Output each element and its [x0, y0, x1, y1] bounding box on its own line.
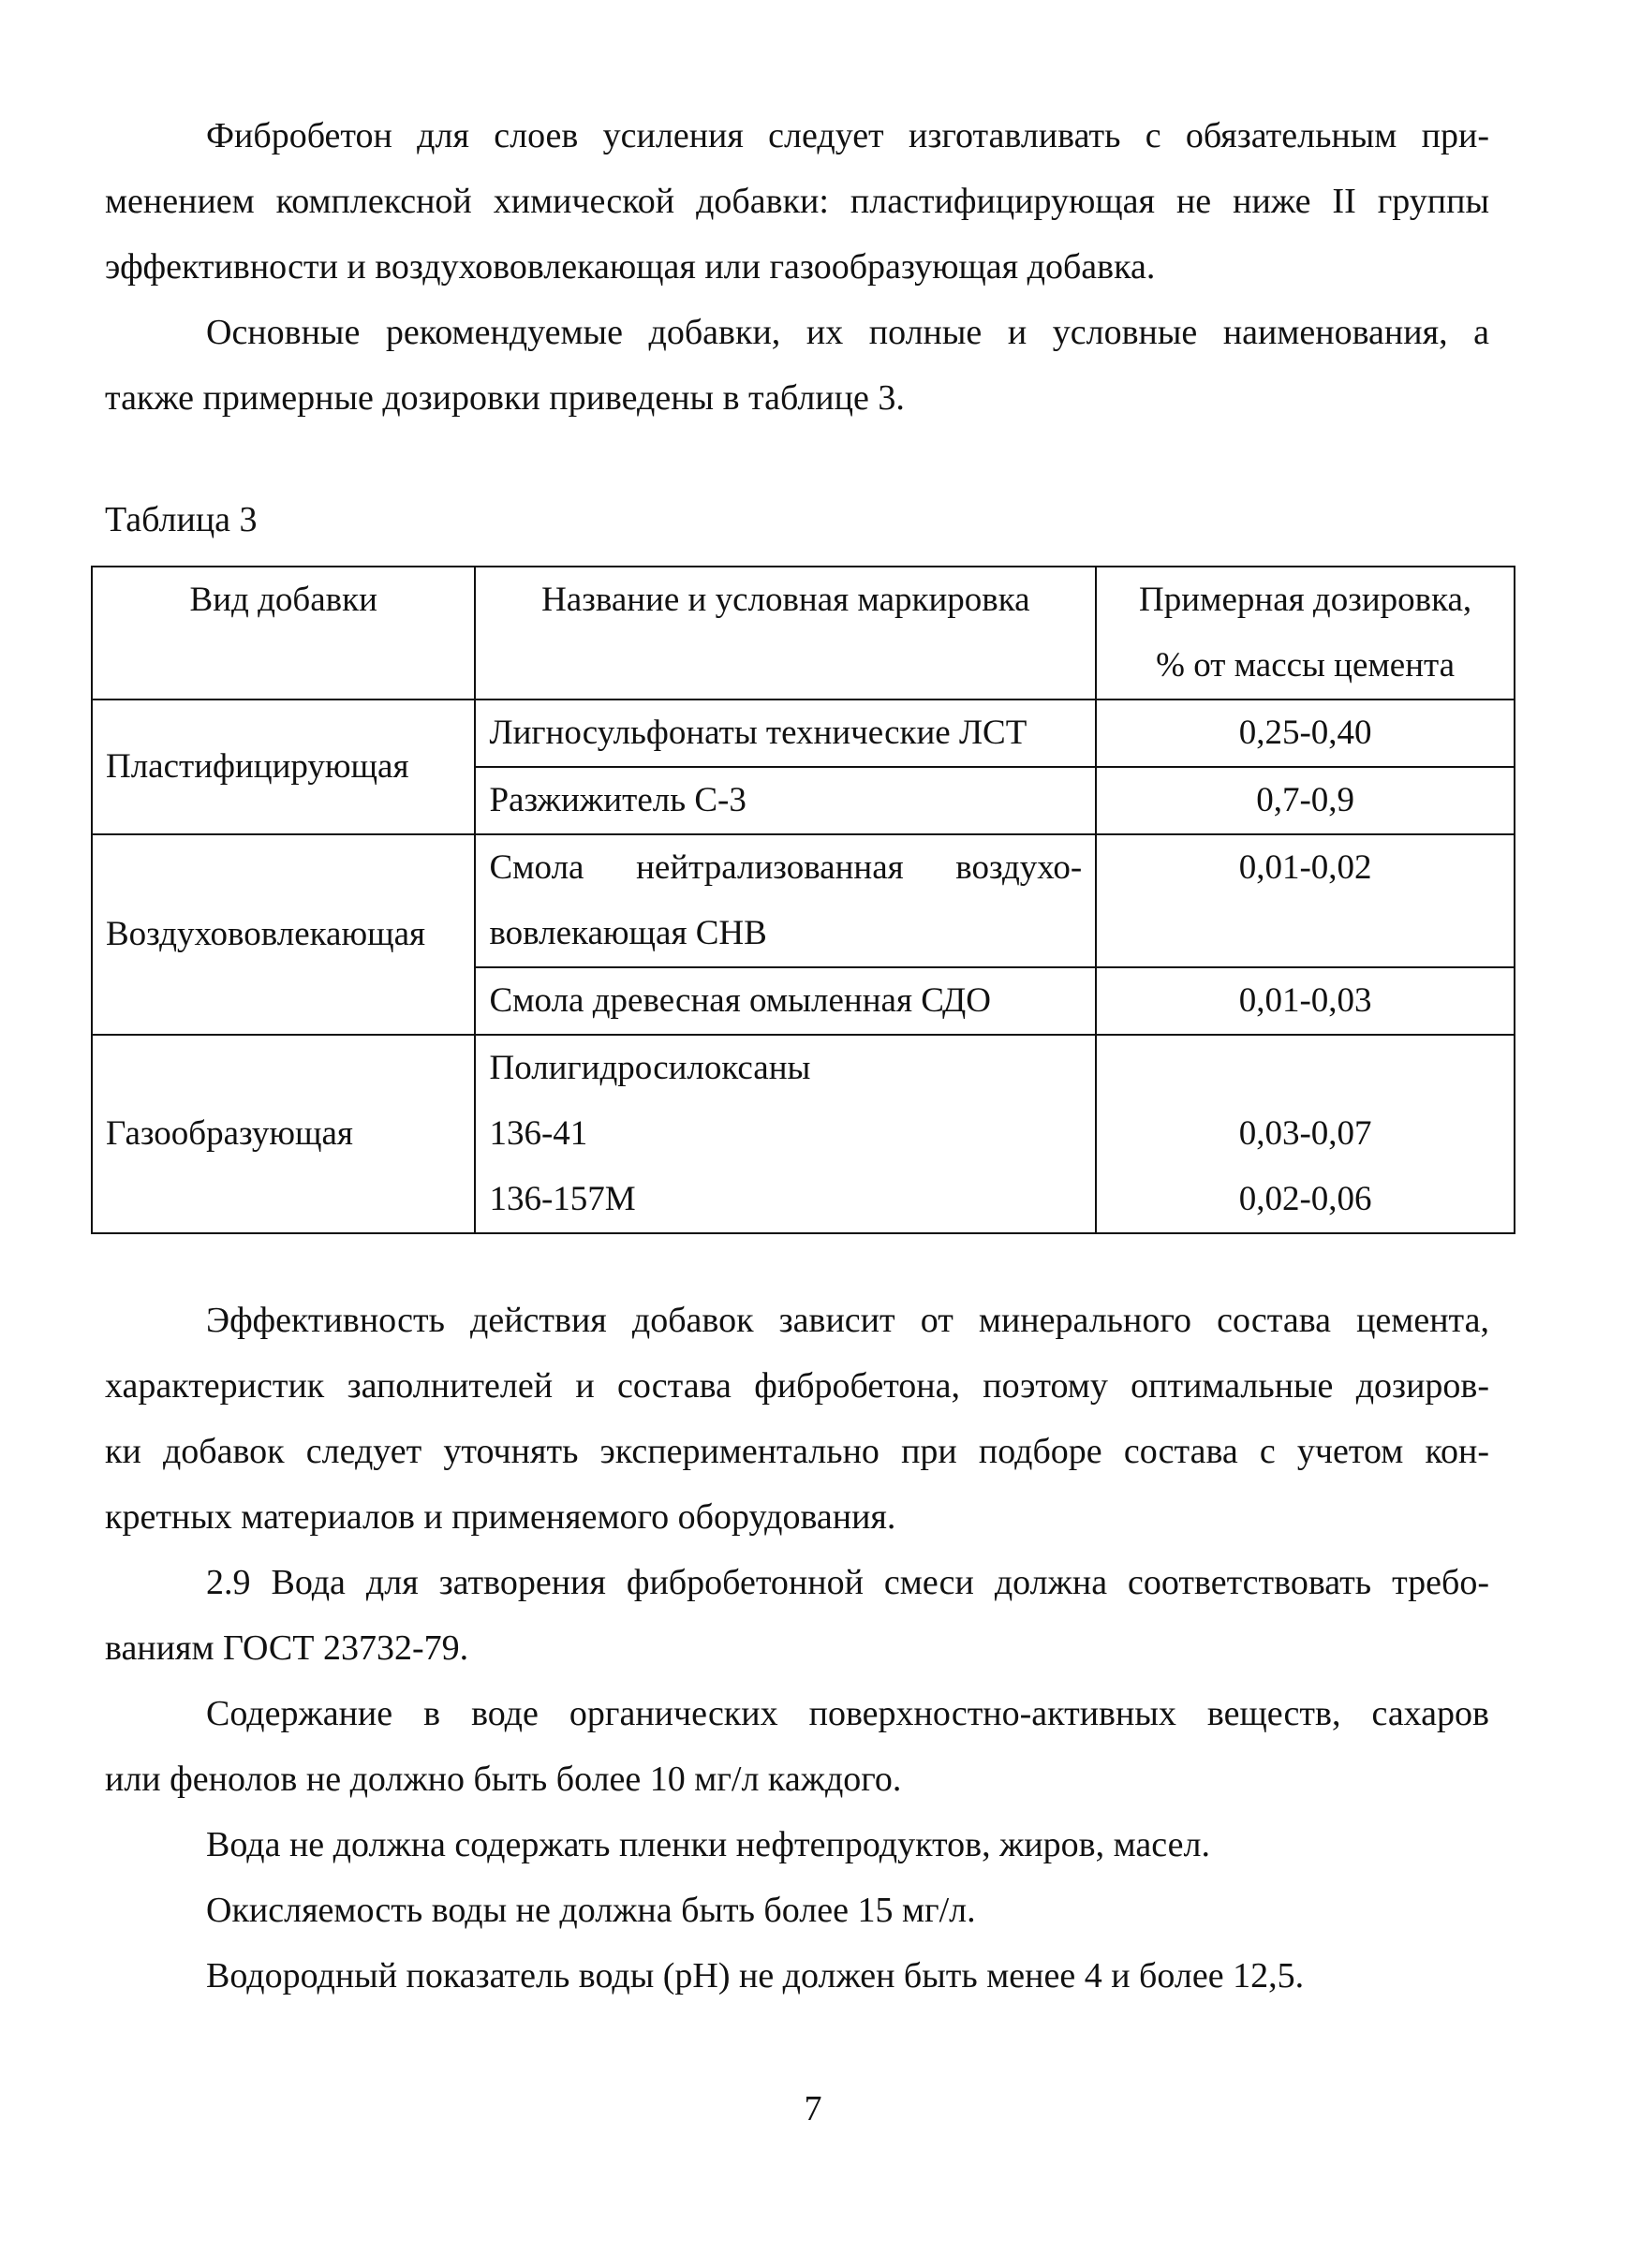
- text-line: Вода не должна содержать пленки нефтепродуктов, жиров, масел.: [206, 1825, 1210, 1864]
- additive-dose: 0,25-0,40: [1096, 700, 1515, 767]
- paragraph-organic-content: [105, 1681, 1489, 1812]
- additive-dose: 0,01-0,02: [1096, 834, 1515, 967]
- additive-name: Смола древесная омыленная СДО: [475, 967, 1096, 1035]
- additive-name-variant: 136-157М: [489, 1180, 636, 1218]
- additive-name-line1: Смола нейтрализованная воздухо-: [489, 848, 1083, 887]
- additive-name-group: Полигидросилоксаны: [489, 1049, 811, 1087]
- page-number: 7: [804, 2089, 822, 2128]
- paragraph-oxidizability: [105, 1878, 1489, 1943]
- paragraph-fiber-concrete-additives: [105, 103, 1489, 300]
- text-line: 2.9 Вода для затворения фибробетонной смеси должна соответствовать требо-: [206, 1563, 1489, 1602]
- additive-dose: [1096, 1035, 1515, 1233]
- additive-name: [475, 1035, 1096, 1233]
- table-row: [92, 1035, 1515, 1233]
- table-caption: Таблица 3: [105, 500, 258, 539]
- additive-dose: 0,7-0,9: [1096, 767, 1515, 834]
- table-header-row: [92, 567, 1515, 700]
- text-line: ваниям ГОСТ 23732-79.: [105, 1628, 469, 1668]
- text-line: ки добавок следует уточнять экспериментально при подборе состава с учетом кон-: [105, 1432, 1489, 1471]
- text-line: Эффективность действия добавок зависит от минерального состава цемента,: [206, 1301, 1489, 1340]
- type-gas-forming: Газообразующая: [92, 1035, 475, 1233]
- header-dosage-line1: Примерная дозировка,: [1139, 581, 1472, 619]
- header-additive-type: Вид добавки: [92, 567, 475, 700]
- paragraph-ph: [105, 1943, 1489, 2009]
- type-plasticizing: Пластифицирующая: [92, 700, 475, 834]
- additives-table: [91, 566, 1515, 1234]
- text-line: Окисляемость воды не должна быть более 15 мг/л.: [206, 1891, 976, 1930]
- text-line: Фибробетон для слоев усиления следует изготавливать с обязательным при-: [206, 116, 1489, 155]
- text-line: Водородный показатель воды (pH) не должен быть менее 4 и более 12,5.: [206, 1956, 1305, 1996]
- text-line: менением комплексной химической добавки: пластифицирующая не ниже II группы: [105, 182, 1489, 221]
- table-row: [92, 700, 1515, 767]
- text-line: также примерные дозировки приведены в таблице 3.: [105, 378, 905, 418]
- header-dosage: [1096, 567, 1515, 700]
- text-line: Содержание в воде органических поверхностно-активных веществ, сахаров: [206, 1694, 1489, 1733]
- additive-name-variant: 136-41: [489, 1114, 588, 1153]
- additive-name: Лигносульфонаты технические ЛСТ: [475, 700, 1096, 767]
- additive-dose: 0,01-0,03: [1096, 967, 1515, 1035]
- additive-name: Разжижитель С-3: [475, 767, 1096, 834]
- header-dosage-line2: % от массы цемента: [1156, 646, 1456, 685]
- type-air-entraining: Воздухововлекающая: [92, 834, 475, 1035]
- text-line: кретных материалов и применяемого оборудования.: [105, 1497, 896, 1537]
- paragraph-oil-films: [105, 1812, 1489, 1878]
- additive-dose-value: 0,02-0,06: [1238, 1180, 1372, 1218]
- text-line: Основные рекомендуемые добавки, их полные и условные наименования, а: [206, 313, 1489, 352]
- additive-name: [475, 834, 1096, 967]
- header-name-marking: Название и условная маркировка: [475, 567, 1096, 700]
- text-line: эффективности и воздухововлекающая или газообразующая добавка.: [105, 247, 1156, 287]
- additive-name-line2: вовлекающая СНВ: [489, 914, 767, 952]
- paragraph-recommended-additives: [105, 300, 1489, 431]
- text-line: характеристик заполнителей и состава фибробетона, поэтому оптимальные дозиров-: [105, 1366, 1489, 1406]
- paragraph-effectiveness: [105, 1288, 1489, 1550]
- additive-dose-empty: [1110, 1036, 1500, 1101]
- table-row: [92, 834, 1515, 967]
- additive-dose-value: 0,03-0,07: [1238, 1114, 1372, 1153]
- paragraph-2-9-water: [105, 1550, 1489, 1681]
- text-line: или фенолов не должно быть более 10 мг/л каждого.: [105, 1760, 902, 1799]
